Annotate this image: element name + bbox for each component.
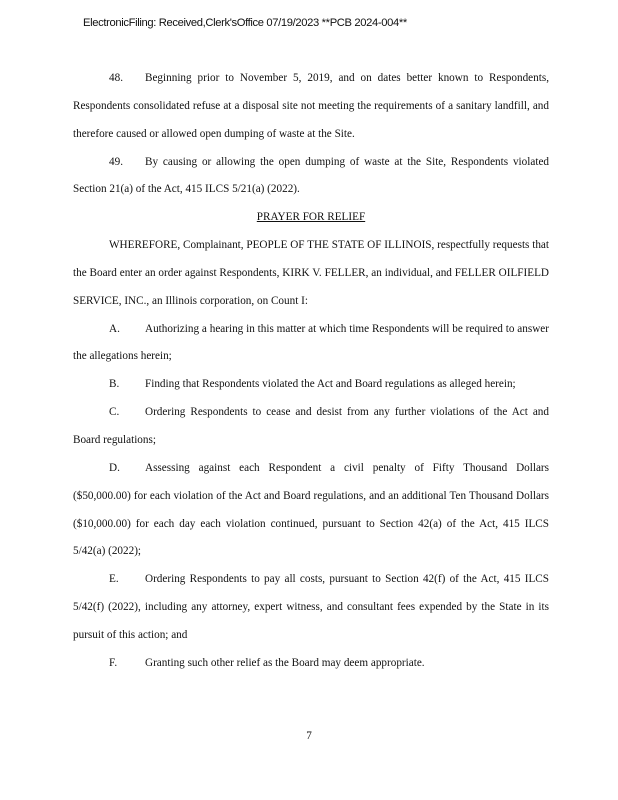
prayer-item-c [73, 399, 549, 455]
item-letter: E. [109, 573, 119, 586]
section-heading [73, 204, 549, 232]
paragraph-48 [73, 65, 549, 149]
item-text: Ordering Respondents to pay all costs, pursuant to Section 42(f) of the Act, 415 ILCS 5/42(f) (2022), including any attorney, expert witness, and consultant fees expended by the State in its pursuit of this action; and [73, 573, 549, 641]
document-body [73, 65, 549, 678]
prayer-item-f [73, 650, 549, 678]
filing-stamp-header: ElectronicFiling: Received,Clerk'sOffice 07/19/2023 **PCB 2024-004** [83, 17, 407, 29]
item-text: Ordering Respondents to cease and desist from any further violations of the Act and Board regulations; [73, 406, 549, 446]
paragraph-number: 48. [109, 72, 123, 84]
item-text: Granting such other relief as the Board may deem appropriate. [145, 656, 425, 669]
item-letter: D. [109, 461, 120, 474]
item-letter: B. [109, 378, 120, 391]
prayer-item-d [73, 455, 549, 566]
item-letter: A. [109, 322, 120, 335]
prayer-item-a [73, 316, 549, 372]
item-text: Assessing against each Respondent a civil penalty of Fifty Thousand Dollars ($50,000.00) for each violation of the Act and Board regulations, and an additional Ten Thousand Dollars ($10,000.00) for each day each violation continued, pursuant to Section 42(a) of the Act, 415 ILCS 5/42(a) (2022); [73, 461, 549, 558]
paragraph-49 [73, 149, 549, 205]
prayer-heading: PRAYER FOR RELIEF [256, 211, 366, 224]
prayer-intro: WHEREFORE, Complainant, PEOPLE OF THE STATE OF ILLINOIS, respectfully requests that the Board enter an order against Respondents, KIRK V. FELLER, an individual, and FELLER OILFIELD SERVICE, INC., an Illinois corporation, on Count I: [73, 239, 549, 307]
paragraph-number: 49. [109, 155, 123, 168]
prayer-item-b [73, 371, 549, 399]
paragraph-text: Beginning prior to November 5, 2019, and on dates better known to Respondents, Respondents consolidated refuse at a disposal site not meeting the requirements of a sanitary landfill, and therefore caused or allowed open dumping of waste at the Site. [73, 72, 549, 140]
item-text: Authorizing a hearing in this matter at which time Respondents will be required to answer the allegations herein; [73, 322, 549, 363]
page-number: 7 [306, 730, 312, 742]
item-text: Finding that Respondents violated the Act and Board regulations as alleged herein; [145, 378, 516, 391]
item-letter: F. [109, 656, 118, 669]
prayer-item-e [73, 566, 549, 650]
paragraph-text: By causing or allowing the open dumping of waste at the Site, Respondents violated Section 21(a) of the Act, 415 ILCS 5/21(a) (2022). [73, 155, 549, 196]
item-letter: C. [109, 406, 120, 419]
